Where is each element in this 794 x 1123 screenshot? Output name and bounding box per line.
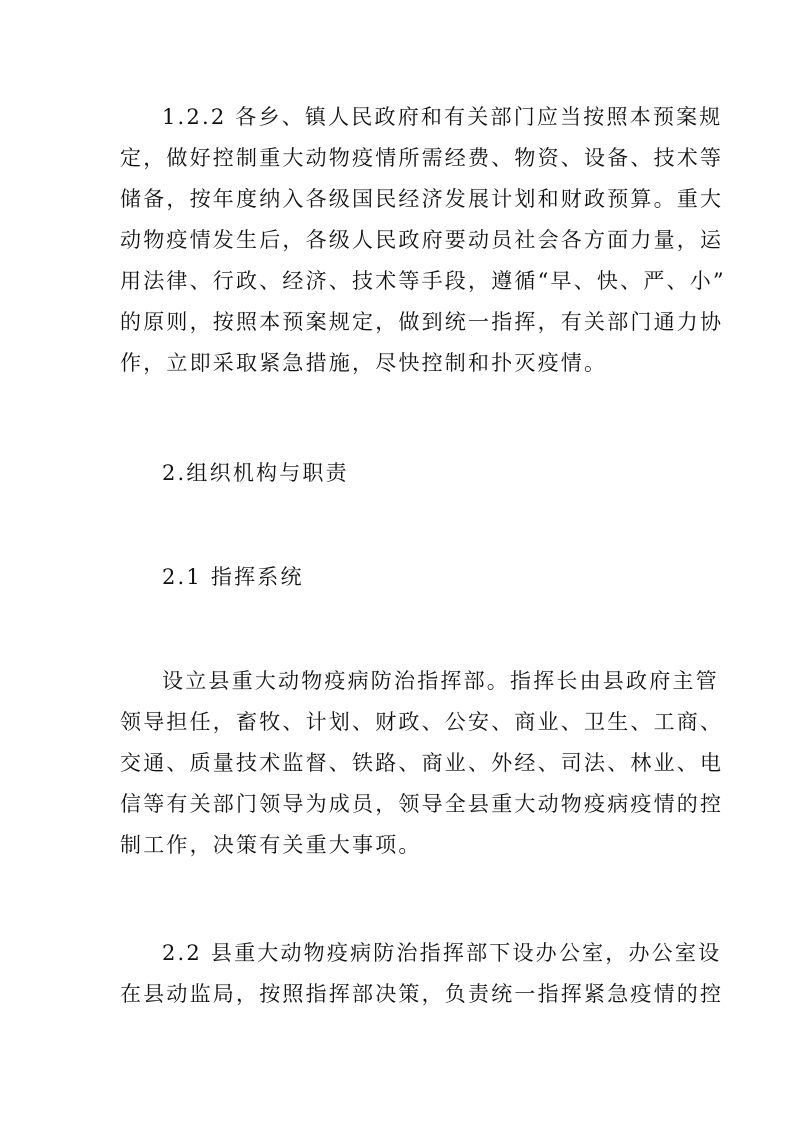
- paragraph-line: 定，做好控制重大动物疫情所需经费、物资、设备、技术等: [120, 146, 724, 170]
- paragraph-line: 1.2.2 各乡、镇人民政府和有关部门应当按照本预案规: [162, 105, 723, 129]
- section-heading-2: [120, 453, 680, 494]
- paragraph-2-2: [120, 933, 724, 1015]
- paragraph-line: 作，立即采取紧急措施，尽快控制和扑灭疫情。: [120, 351, 608, 375]
- paragraph-line: 设立县重大动物疫病防治指挥部。指挥长由县政府主管: [162, 669, 719, 693]
- paragraph-line: 信等有关部门领导为成员，领导全县重大动物疫病疫情的控: [120, 792, 724, 816]
- paragraph-1-2-2: [120, 97, 726, 384]
- paragraph-line: 2.2 县重大动物疫病防治指挥部下设办公室，办公室设: [162, 941, 722, 965]
- paragraph-line: 制工作，决策有关重大事项。: [120, 833, 422, 857]
- paragraph-command-system: [120, 661, 724, 866]
- paragraph-line: 动物疫情发生后，各级人民政府要动员社会各方面力量，运: [120, 228, 724, 252]
- paragraph-line: 在县动监局，按照指挥部决策，负责统一指挥紧急疫情的控: [120, 982, 724, 1006]
- heading-text: 2.组织机构与职责: [162, 461, 349, 485]
- paragraph-line: 领导担任，畜牧、计划、财政、公安、商业、卫生、工商、: [120, 710, 724, 734]
- section-heading-2-1: [120, 557, 680, 598]
- paragraph-line: 交通、质量技术监督、铁路、商业、外经、司法、林业、电: [120, 751, 724, 775]
- paragraph-line: 的原则，按照本预案规定，做到统一指挥，有关部门通力协: [120, 310, 724, 334]
- paragraph-line: 用法律、行政、经济、技术等手段，遵循“早、快、严、小”: [120, 269, 726, 293]
- heading-text: 2.1 指挥系统: [162, 565, 304, 589]
- paragraph-line: 储备，按年度纳入各级国民经济发展计划和财政预算。重大: [120, 187, 724, 211]
